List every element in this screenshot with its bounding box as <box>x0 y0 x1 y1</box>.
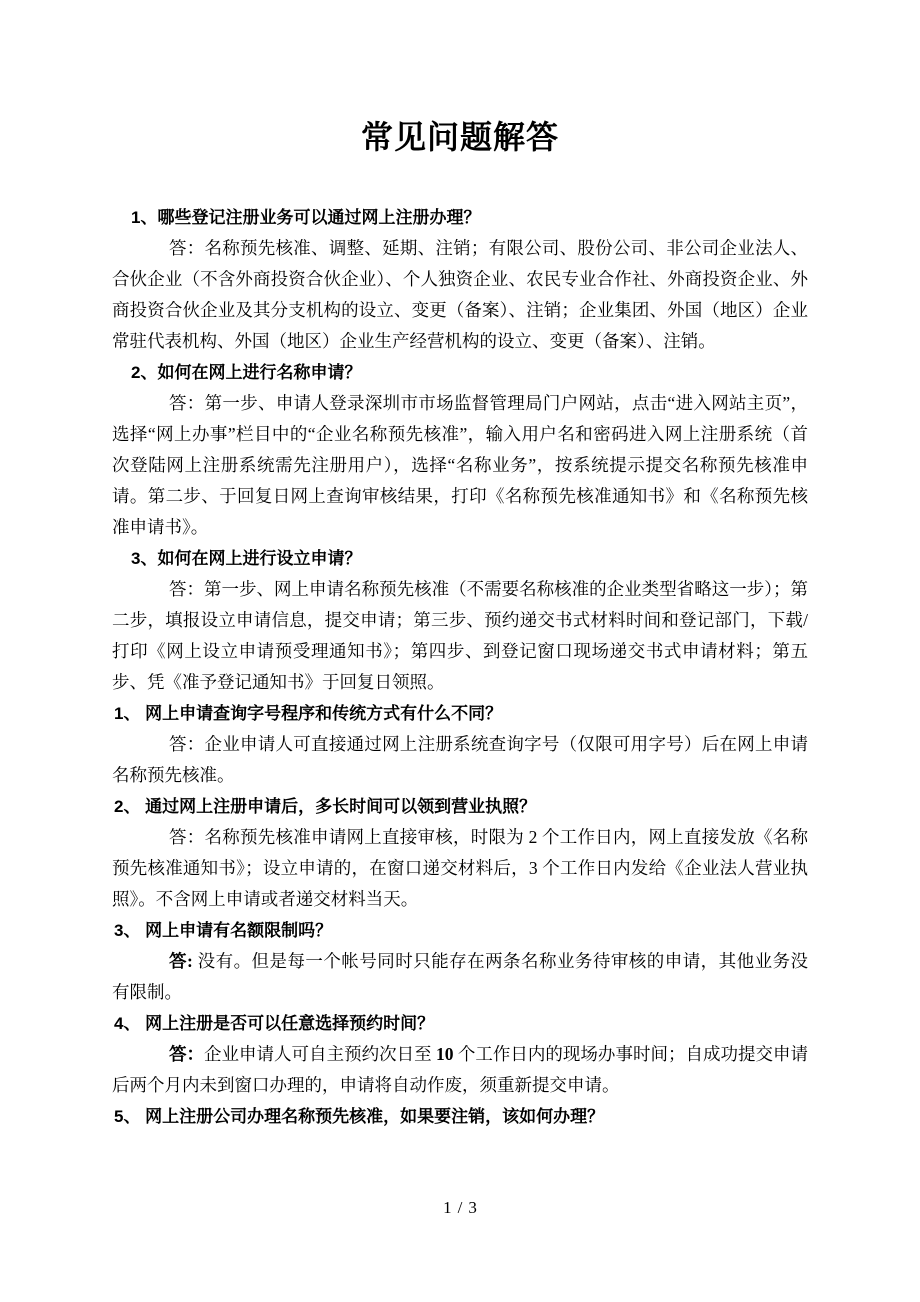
question-paragraph <box>112 357 808 388</box>
answer-paragraph <box>112 388 808 543</box>
question-paragraph <box>112 1008 808 1039</box>
document-title: 常见问题解答 <box>360 119 559 155</box>
page-footer <box>0 1198 920 1218</box>
answer-paragraph <box>112 946 808 1008</box>
bold-text-run: 答： <box>169 1044 205 1064</box>
answer-paragraph <box>112 1039 808 1101</box>
text-run: 个工作日内的现场办事时间；自成功提交申请后两个月内未到窗口办理的，申请将自动作废，须重新提交申请。 <box>112 1044 809 1095</box>
text-run: 没有。但是每一个帐号同时只能存在两条名称业务待审核的申请，其他业务没有限制。 <box>112 951 809 1002</box>
answer-paragraph <box>112 233 808 357</box>
bold-text-run: 3、 网上申请有名额限制吗？ <box>114 921 333 940</box>
question-paragraph <box>112 698 808 729</box>
bold-text-run: 1、 网上申请查询字号程序和传统方式有什么不同？ <box>114 704 503 723</box>
question-paragraph <box>112 202 808 233</box>
bold-text-run: 4、 网上注册是否可以任意选择预约时间？ <box>114 1014 435 1033</box>
text-run: 答：名称预先核准、调整、延期、注销；有限公司、股份公司、非公司企业法人、合伙企业（不含外商投资合伙企业）、个人独资企业、农民专业合作社、外商投资企业、外商投资合伙企业及其分支机构的设立、变更（备案）、注销；企业集团、外国（地区）企业常驻代表机构、外国（地区）企业生产经营机构的设立、变更（备案）、注销。 <box>112 238 808 351</box>
text-run: 答：第一步、申请人登录深圳市市场监督管理局门户网站，点击“进入网站主页”，选择“网上办事”栏目中的“企业名称预先核准”，输入用户名和密码进入网上注册系统（首次登陆网上注册系统需先注册用户），选择“名称业务”，按系统提示提交名称预先核准申请。第二步、于回复日网上查询审核结果，打印《名称预先核准通知书》和《名称预先核准申请书》。 <box>112 393 808 537</box>
question-paragraph <box>112 915 808 946</box>
bold-text-run: 5、 网上注册公司办理名称预先核准，如果要注销，该如何办理？ <box>114 1107 605 1126</box>
bold-text-run: 3、如何在网上进行设立申请？ <box>131 549 362 568</box>
bold-text-run: 2、 通过网上注册申请后，多长时间可以领到营业执照？ <box>114 797 537 816</box>
text-run: 答：企业申请人可直接通过网上注册系统查询字号（仅限可用字号）后在网上申请名称预先核准。 <box>112 734 808 785</box>
page-number-total: 3 <box>468 1198 477 1217</box>
text-run: 答：名称预先核准申请网上直接审核，时限为 2 个工作日内，网上直接发放《名称预先核准通知书》；设立申请的，在窗口递交材料后，3 个工作日内发给《企业法人营业执照》。不含网上申请或者递交材料当天。 <box>112 827 808 909</box>
text-run: 企业申请人可自主预约次日至 <box>204 1044 436 1064</box>
text-run: 答：第一步、网上申请名称预先核准（不需要名称核准的企业类型省略这一步）；第二步，填报设立申请信息，提交申请；第三步、预约递交书式材料时间和登记部门，下载/打印《网上设立申请预受理通知书》；第四步、到登记窗口现场递交书式申请材料；第五步、凭《准予登记通知书》于回复日领照。 <box>112 579 808 692</box>
document-body <box>112 202 808 1132</box>
page-number-current: 1 <box>443 1198 452 1217</box>
answer-paragraph <box>112 729 808 791</box>
question-paragraph <box>112 1101 808 1132</box>
question-paragraph <box>112 791 808 822</box>
bold-text-run: 1、哪些登记注册业务可以通过网上注册办理？ <box>131 208 481 227</box>
question-paragraph <box>112 543 808 574</box>
bold-text-run: 2、如何在网上进行名称申请？ <box>131 363 362 382</box>
bold-text-run: 10 <box>436 1044 454 1064</box>
page-number-separator: / <box>457 1198 463 1217</box>
answer-paragraph <box>112 822 808 915</box>
answer-paragraph <box>112 574 808 698</box>
bold-text-run: 答: <box>169 951 193 971</box>
